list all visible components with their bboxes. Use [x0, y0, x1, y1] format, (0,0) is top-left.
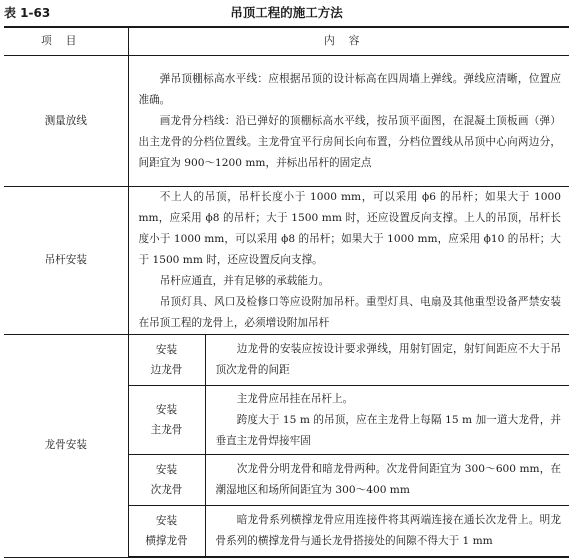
row-label-survey: 测量放线: [4, 56, 128, 187]
row-label-hanger: 吊杆安装: [4, 187, 128, 335]
sub-label-cross-keel: [128, 506, 205, 558]
sub-label-line: 边龙骨: [150, 364, 183, 376]
paragraph: 主龙骨应吊挂在吊杆上。: [236, 392, 354, 405]
table-number: 表 1-63: [4, 6, 51, 20]
header-item: 项目: [4, 27, 128, 56]
sub-label-line: 安装: [155, 515, 178, 527]
sub-label-secondary-keel: [128, 455, 205, 506]
construction-method-table: [4, 26, 569, 558]
sub-label-main-keel: [128, 386, 205, 455]
sub-label-line: 安装: [155, 344, 178, 356]
sub-label-line: 安装: [155, 464, 178, 476]
paragraph: 暗龙骨系列横撑龙骨应用连接件将其两端连接在通长次龙骨上。明龙骨系列的横撑龙骨与通长龙骨搭接处的间隙不得大于 1 mm: [215, 514, 561, 547]
sub-label-line: 安装: [155, 404, 178, 416]
table-row: [4, 335, 569, 386]
sub-content-edge-keel: [205, 335, 569, 386]
row-content-hanger: [128, 187, 569, 335]
header-content: 内容: [128, 27, 569, 56]
paragraph: 边龙骨的安装应按设计要求弹线，用射钉固定，射钉间距应不大于吊顶次龙骨的间距: [215, 343, 561, 376]
paragraph: 不上人的吊顶，吊杆长度小于 1000 mm，可以采用 ϕ6 的吊杆；如果大于 1000 mm，应采用 ϕ8 的吊杆；大于 1500 mm 时，还应设置反向支撑。上人的吊顶，吊杆长度小于 1000 mm，可以采用 ϕ8 的吊杆；如果大于 1000 mm，应采用 ϕ10 的吊杆；大于 1500 mm 时，还应设置反向支撑。: [138, 191, 561, 266]
sub-label-edge-keel: [128, 335, 205, 386]
sub-content-secondary-keel: [205, 455, 569, 506]
row-content-survey: [128, 56, 569, 187]
paragraph: 跨度大于 15 m 的吊顶，应在主龙骨上每隔 15 m 加一道大龙骨，并垂直主龙骨焊接牢固: [215, 413, 561, 447]
paragraph: 吊杆应通直，并有足够的承载能力。: [159, 275, 330, 287]
table-row: [4, 56, 569, 187]
sub-content-cross-keel: [205, 506, 569, 558]
paragraph: 次龙骨分明龙骨和暗龙骨两种。次龙骨间距宜为 300～600 mm，在潮湿地区和场所间距宜为 300～400 mm: [215, 463, 561, 496]
sub-label-line: 主龙骨: [150, 424, 183, 436]
paragraph: 画龙骨分档线：沿已弹好的顶棚标高水平线，按吊顶平面图，在混凝土顶板画（弹）出主龙骨的分档位置线。主龙骨宜平行房间长向布置，分档位置线从吊顶中心向两边分，间距宜为 900～1200 mm，并标出吊杆的固定点: [138, 114, 561, 169]
sub-label-line: 横撑龙骨: [145, 535, 188, 547]
table-row: [4, 187, 569, 335]
sub-label-line: 次龙骨: [150, 484, 183, 496]
sub-content-main-keel: [205, 386, 569, 455]
row-label-keel: 龙骨安装: [4, 335, 128, 558]
table-caption: [4, 4, 569, 22]
table-header-row: [4, 27, 569, 56]
paragraph: 弹吊顶棚标高水平线：应根据吊顶的设计标高在四周墙上弹线。弹线应清晰，位置应准确。: [138, 72, 561, 106]
paragraph: 吊顶灯具、风口及检修口等应设附加吊杆。重型灯具、电扇及其他重型设备严禁安装在吊顶工程的龙骨上，必须增设附加吊杆: [138, 296, 561, 329]
table-title: 吊顶工程的施工方法: [230, 5, 343, 20]
